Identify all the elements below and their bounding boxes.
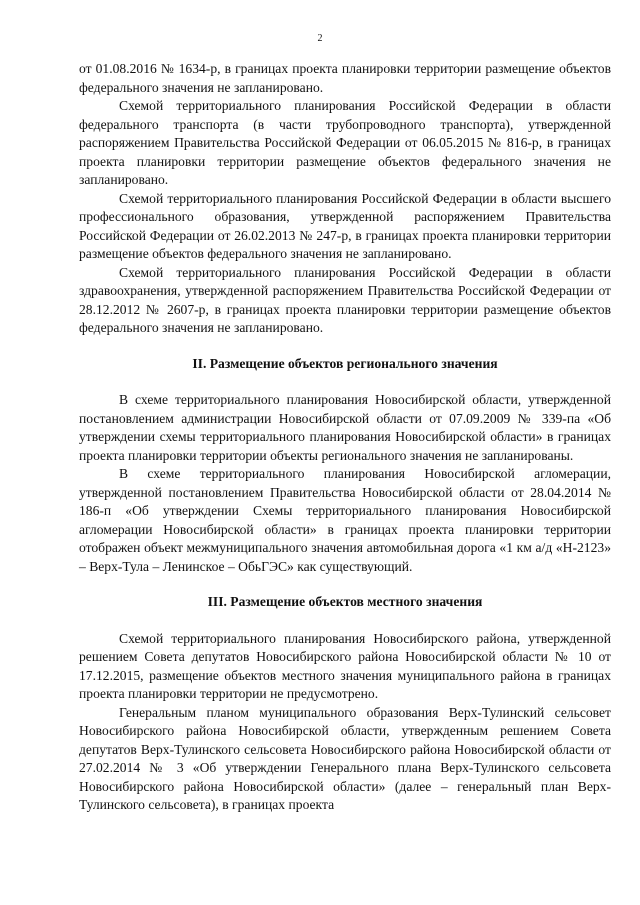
paragraph-continuation: от 01.08.2016 № 1634-р, в границах проекта планировки территории размещение объектов федерального значения не запланировано. bbox=[79, 61, 611, 95]
spacer bbox=[79, 576, 611, 593]
spacer bbox=[79, 612, 611, 630]
spacer bbox=[79, 338, 611, 355]
section-heading-local: III. Размещение объектов местного значения bbox=[207, 594, 483, 609]
paragraph-agglomeration-scheme: В схеме территориального планирования Новосибирской агломерации, утвержденной постановлением Правительства Новосибирской области от 28.04.2014 № 186-п «Об утверждении Схемы территориального планирования Новосибирской агломерации Новосибирской области» в границах проекта планировки территории отображен объект межмуниципального значения автомобильная дорога «1 км а/д «Н-2123» – Верх-Тула – Ленинское – ОбьГЭС» как существующий. bbox=[79, 466, 611, 574]
paragraph-general-plan: Генеральным планом муниципального образования Верх-Тулинский сельсовет Новосибирского района Новосибирской области, утвержденным решением Совета депутатов Верх-Тулинского сельсовета Новосибирского района Новосибирской области от 27.02.2014 № 3 «Об утверждении Генерального плана Верх-Тулинского сельсовета Новосибирского района Новосибирской области» (далее – генеральный план Верх-Тулинского сельсовета), в границах проекта bbox=[79, 704, 611, 812]
spacer bbox=[79, 373, 611, 391]
paragraph-district-scheme: Схемой территориального планирования Новосибирского района, утвержденной решением Совета депутатов Новосибирского района Новосибирской области № 10 от 17.12.2015, размещение объектов местного значения муниципального района в границах проекта планировки территории не предусмотрено. bbox=[79, 630, 611, 701]
document-body bbox=[79, 60, 611, 815]
paragraph-regional-scheme: В схеме территориального планирования Новосибирской области, утвержденной постановлением администрации Новосибирской области от 07.09.2009 № 339-па «Об утверждении схемы территориального планирования Новосибирской области» в границах проекта планировки территории объекты регионального значения не запланированы. bbox=[79, 392, 611, 463]
paragraph-federal-transport: Схемой территориального планирования Российской Федерации в области федерального транспорта (в части трубопроводного транспорта), утвержденной распоряжением Правительства Российской Федерации от 06.05.2015 № 816-р, в границах проекта планировки территории размещение объектов федерального значения не запланировано. bbox=[79, 98, 611, 187]
paragraph-higher-education: Схемой территориального планирования Российской Федерации в области высшего профессионального образования, утвержденной распоряжением Правительства Российской Федерации от 26.02.2013 № 247-р, в границах проекта планировки территории размещение объектов федерального значения не запланировано. bbox=[79, 190, 611, 261]
page-number: 2 bbox=[317, 33, 323, 44]
section-heading-regional: II. Размещение объектов регионального значения bbox=[192, 355, 498, 371]
paragraph-healthcare: Схемой территориального планирования Российской Федерации в области здравоохранения, утвержденной распоряжением Правительства Российской Федерации от 28.12.2012 № 2607-р, в границах проекта планировки территории размещение объектов федерального значения не запланировано. bbox=[79, 264, 611, 335]
